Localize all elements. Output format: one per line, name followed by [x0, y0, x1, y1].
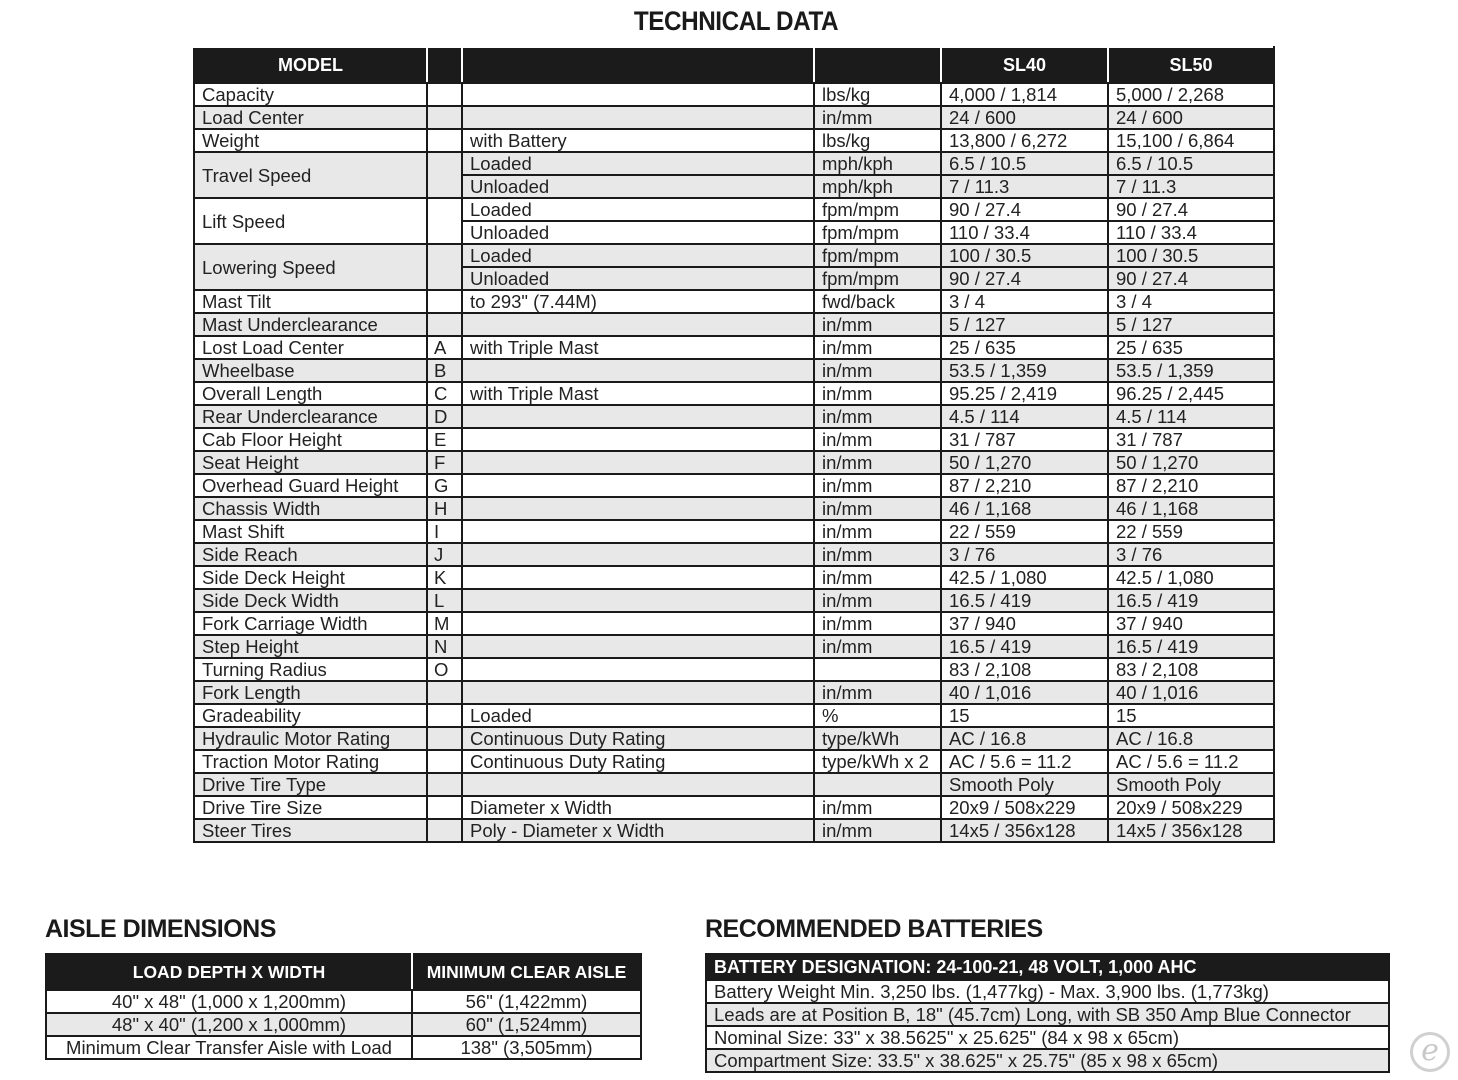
- row-sl40-value: 24 / 600: [941, 106, 1108, 129]
- header-letter: [427, 47, 462, 83]
- battery-row: [706, 980, 1389, 1003]
- row-letter: E: [427, 428, 462, 451]
- header-model: MODEL: [194, 47, 427, 83]
- row-sl50-value: 96.25 / 2,445: [1108, 382, 1274, 405]
- recommended-batteries-table: [705, 953, 1390, 1073]
- row-sl50-value: 16.5 / 419: [1108, 635, 1274, 658]
- row-sl50-value: 110 / 33.4: [1108, 221, 1274, 244]
- table-row: [194, 428, 1274, 451]
- row-label: Drive Tire Type: [194, 773, 427, 796]
- row-sl50-value: 42.5 / 1,080: [1108, 566, 1274, 589]
- row-unit: type/kWh x 2: [814, 750, 941, 773]
- row-sl40-value: 100 / 30.5: [941, 244, 1108, 267]
- row-condition: Diameter x Width: [462, 796, 814, 819]
- row-label: Chassis Width: [194, 497, 427, 520]
- row-condition: Continuous Duty Rating: [462, 727, 814, 750]
- row-sl40-value: Smooth Poly: [941, 773, 1108, 796]
- row-letter: I: [427, 520, 462, 543]
- row-sl40-value: 50 / 1,270: [941, 451, 1108, 474]
- row-sl40-value: 37 / 940: [941, 612, 1108, 635]
- row-letter: [427, 727, 462, 750]
- row-sl50-value: AC / 16.8: [1108, 727, 1274, 750]
- row-sl50-value: 5,000 / 2,268: [1108, 83, 1274, 106]
- aisle-dimensions-table: [45, 953, 642, 1060]
- aisle-row: [46, 990, 641, 1013]
- page-title: TECHNICAL DATA: [633, 6, 839, 36]
- table-row: [194, 612, 1274, 635]
- table-row: [194, 129, 1274, 152]
- row-sl50-value: 37 / 940: [1108, 612, 1274, 635]
- table-row: [194, 382, 1274, 405]
- row-unit: in/mm: [814, 313, 941, 336]
- row-sl50-value: 3 / 4: [1108, 290, 1274, 313]
- row-sl40-value: 83 / 2,108: [941, 658, 1108, 681]
- row-label: Overall Length: [194, 382, 427, 405]
- row-condition: [462, 589, 814, 612]
- row-letter: [427, 750, 462, 773]
- row-label: Overhead Guard Height: [194, 474, 427, 497]
- row-unit: in/mm: [814, 382, 941, 405]
- row-sl50-value: 25 / 635: [1108, 336, 1274, 359]
- row-condition: [462, 83, 814, 106]
- row-sl40-value: 31 / 787: [941, 428, 1108, 451]
- row-sl40-value: 5 / 127: [941, 313, 1108, 336]
- row-unit: in/mm: [814, 405, 941, 428]
- row-unit: type/kWh: [814, 727, 941, 750]
- row-sl50-value: 31 / 787: [1108, 428, 1274, 451]
- table-row: [194, 474, 1274, 497]
- row-sl40-value: 3 / 4: [941, 290, 1108, 313]
- row-sl50-value: 20x9 / 508x229: [1108, 796, 1274, 819]
- row-unit: fwd/back: [814, 290, 941, 313]
- battery-header-row: [706, 954, 1389, 980]
- row-label: Lift Speed: [194, 198, 427, 244]
- table-row: [194, 727, 1274, 750]
- row-letter: G: [427, 474, 462, 497]
- row-unit: in/mm: [814, 612, 941, 635]
- table-row: [194, 819, 1274, 842]
- row-unit: [814, 773, 941, 796]
- header-unit: [814, 47, 941, 83]
- row-sl40-value: 46 / 1,168: [941, 497, 1108, 520]
- row-condition: Loaded: [462, 152, 814, 175]
- row-letter: [427, 129, 462, 152]
- row-condition: with Battery: [462, 129, 814, 152]
- row-sl50-value: 7 / 11.3: [1108, 175, 1274, 198]
- row-sl50-value: 90 / 27.4: [1108, 267, 1274, 290]
- row-label: Load Center: [194, 106, 427, 129]
- table-row: [194, 359, 1274, 382]
- row-sl40-value: 22 / 559: [941, 520, 1108, 543]
- row-sl50-value: 100 / 30.5: [1108, 244, 1274, 267]
- row-sl40-value: 53.5 / 1,359: [941, 359, 1108, 382]
- row-sl50-value: 15,100 / 6,864: [1108, 129, 1274, 152]
- table-row: [194, 543, 1274, 566]
- aisle-load-size: 48" x 40" (1,200 x 1,000mm): [46, 1013, 412, 1036]
- row-sl40-value: 87 / 2,210: [941, 474, 1108, 497]
- row-unit: fpm/mpm: [814, 244, 941, 267]
- row-unit: mph/kph: [814, 175, 941, 198]
- row-sl40-value: 4,000 / 1,814: [941, 83, 1108, 106]
- row-letter: [427, 244, 462, 290]
- cut-off-heading-fragment: [878, 0, 892, 4]
- row-condition: [462, 313, 814, 336]
- row-label: Side Reach: [194, 543, 427, 566]
- row-unit: in/mm: [814, 589, 941, 612]
- row-label: Drive Tire Size: [194, 796, 427, 819]
- row-sl50-value: 14x5 / 356x128: [1108, 819, 1274, 842]
- row-condition: [462, 405, 814, 428]
- row-unit: lbs/kg: [814, 83, 941, 106]
- row-unit: in/mm: [814, 428, 941, 451]
- row-letter: D: [427, 405, 462, 428]
- row-unit: in/mm: [814, 543, 941, 566]
- row-sl50-value: AC / 5.6 = 11.2: [1108, 750, 1274, 773]
- row-label: Seat Height: [194, 451, 427, 474]
- row-letter: N: [427, 635, 462, 658]
- row-condition: Continuous Duty Rating: [462, 750, 814, 773]
- row-sl50-value: 3 / 76: [1108, 543, 1274, 566]
- row-letter: [427, 681, 462, 704]
- table-row: [194, 290, 1274, 313]
- row-letter: [427, 106, 462, 129]
- row-label: Mast Shift: [194, 520, 427, 543]
- row-sl50-value: Smooth Poly: [1108, 773, 1274, 796]
- table-row: [194, 313, 1274, 336]
- row-condition: Poly - Diameter x Width: [462, 819, 814, 842]
- row-unit: in/mm: [814, 635, 941, 658]
- row-label: Steer Tires: [194, 819, 427, 842]
- row-unit: fpm/mpm: [814, 198, 941, 221]
- row-sl40-value: 4.5 / 114: [941, 405, 1108, 428]
- row-condition: Loaded: [462, 244, 814, 267]
- e-logo-icon: e: [1410, 1032, 1450, 1072]
- row-unit: lbs/kg: [814, 129, 941, 152]
- aisle-load-size: Minimum Clear Transfer Aisle with Load: [46, 1036, 412, 1059]
- row-unit: in/mm: [814, 474, 941, 497]
- row-condition: [462, 520, 814, 543]
- row-unit: fpm/mpm: [814, 221, 941, 244]
- battery-spec: Nominal Size: 33" x 38.5625" x 25.625" (84 x 98 x 65cm): [706, 1026, 1389, 1049]
- row-sl40-value: 15: [941, 704, 1108, 727]
- row-condition: Unloaded: [462, 267, 814, 290]
- row-unit: in/mm: [814, 520, 941, 543]
- row-letter: F: [427, 451, 462, 474]
- aisle-row: [46, 1036, 641, 1059]
- table-row: [194, 336, 1274, 359]
- row-condition: [462, 658, 814, 681]
- row-sl40-value: 110 / 33.4: [941, 221, 1108, 244]
- row-condition: Loaded: [462, 704, 814, 727]
- row-sl40-value: 6.5 / 10.5: [941, 152, 1108, 175]
- row-sl50-value: 15: [1108, 704, 1274, 727]
- row-unit: in/mm: [814, 796, 941, 819]
- row-letter: J: [427, 543, 462, 566]
- row-label: Fork Carriage Width: [194, 612, 427, 635]
- row-condition: [462, 497, 814, 520]
- header-sl40: SL40: [941, 47, 1108, 83]
- row-letter: [427, 819, 462, 842]
- row-label: Side Deck Width: [194, 589, 427, 612]
- row-unit: mph/kph: [814, 152, 941, 175]
- row-condition: with Triple Mast: [462, 382, 814, 405]
- row-condition: with Triple Mast: [462, 336, 814, 359]
- row-letter: A: [427, 336, 462, 359]
- row-sl40-value: 3 / 76: [941, 543, 1108, 566]
- row-sl40-value: 90 / 27.4: [941, 198, 1108, 221]
- row-letter: M: [427, 612, 462, 635]
- row-sl40-value: 7 / 11.3: [941, 175, 1108, 198]
- row-sl40-value: AC / 5.6 = 11.2: [941, 750, 1108, 773]
- row-condition: [462, 566, 814, 589]
- row-unit: [814, 658, 941, 681]
- row-label: Gradeability: [194, 704, 427, 727]
- row-unit: %: [814, 704, 941, 727]
- header-load-depth: LOAD DEPTH X WIDTH: [46, 954, 412, 990]
- row-sl40-value: 95.25 / 2,419: [941, 382, 1108, 405]
- row-unit: in/mm: [814, 819, 941, 842]
- row-sl50-value: 90 / 27.4: [1108, 198, 1274, 221]
- row-condition: [462, 106, 814, 129]
- row-letter: [427, 313, 462, 336]
- row-label: Hydraulic Motor Rating: [194, 727, 427, 750]
- row-unit: fpm/mpm: [814, 267, 941, 290]
- aisle-row: [46, 1013, 641, 1036]
- row-condition: to 293" (7.44M): [462, 290, 814, 313]
- row-unit: in/mm: [814, 566, 941, 589]
- table-row: [194, 451, 1274, 474]
- row-condition: [462, 543, 814, 566]
- table-row: [194, 796, 1274, 819]
- row-label: Step Height: [194, 635, 427, 658]
- row-sl40-value: AC / 16.8: [941, 727, 1108, 750]
- row-label: Cab Floor Height: [194, 428, 427, 451]
- row-sl50-value: 5 / 127: [1108, 313, 1274, 336]
- row-label: Fork Length: [194, 681, 427, 704]
- table-row: [194, 566, 1274, 589]
- technical-data-table: [193, 46, 1275, 843]
- table-row: [194, 681, 1274, 704]
- row-condition: Unloaded: [462, 175, 814, 198]
- row-condition: [462, 681, 814, 704]
- row-sl40-value: 13,800 / 6,272: [941, 129, 1108, 152]
- row-sl40-value: 40 / 1,016: [941, 681, 1108, 704]
- row-sl50-value: 50 / 1,270: [1108, 451, 1274, 474]
- row-unit: in/mm: [814, 106, 941, 129]
- battery-row: [706, 1049, 1389, 1072]
- table-row: [194, 83, 1274, 106]
- table-row: [194, 244, 1274, 267]
- row-sl40-value: 16.5 / 419: [941, 589, 1108, 612]
- battery-spec: Compartment Size: 33.5" x 38.625" x 25.75" (85 x 98 x 65cm): [706, 1049, 1389, 1072]
- row-letter: L: [427, 589, 462, 612]
- row-label: Lowering Speed: [194, 244, 427, 290]
- table-row: [194, 497, 1274, 520]
- row-letter: K: [427, 566, 462, 589]
- row-label: Lost Load Center: [194, 336, 427, 359]
- row-sl50-value: 87 / 2,210: [1108, 474, 1274, 497]
- row-sl50-value: 40 / 1,016: [1108, 681, 1274, 704]
- aisle-dimensions-title: AISLE DIMENSIONS: [45, 915, 276, 943]
- row-letter: [427, 773, 462, 796]
- row-letter: [427, 796, 462, 819]
- row-label: Side Deck Height: [194, 566, 427, 589]
- row-unit: in/mm: [814, 681, 941, 704]
- table-row: [194, 704, 1274, 727]
- table-row: [194, 589, 1274, 612]
- row-condition: [462, 612, 814, 635]
- row-sl50-value: 83 / 2,108: [1108, 658, 1274, 681]
- row-letter: [427, 290, 462, 313]
- table-row: [194, 106, 1274, 129]
- row-unit: in/mm: [814, 359, 941, 382]
- table-row: [194, 198, 1274, 221]
- table-row: [194, 152, 1274, 175]
- row-label: Turning Radius: [194, 658, 427, 681]
- row-condition: [462, 635, 814, 658]
- row-letter: B: [427, 359, 462, 382]
- row-sl40-value: 25 / 635: [941, 336, 1108, 359]
- row-label: Capacity: [194, 83, 427, 106]
- row-unit: in/mm: [814, 336, 941, 359]
- row-label: Travel Speed: [194, 152, 427, 198]
- aisle-min-clear: 138" (3,505mm): [412, 1036, 641, 1059]
- row-label: Traction Motor Rating: [194, 750, 427, 773]
- table-row: [194, 520, 1274, 543]
- row-condition: [462, 359, 814, 382]
- aisle-header-row: [46, 954, 641, 990]
- row-letter: [427, 704, 462, 727]
- row-sl50-value: 16.5 / 419: [1108, 589, 1274, 612]
- header-condition: [462, 47, 814, 83]
- row-letter: H: [427, 497, 462, 520]
- row-label: Rear Underclearance: [194, 405, 427, 428]
- row-letter: [427, 198, 462, 244]
- row-sl50-value: 22 / 559: [1108, 520, 1274, 543]
- row-condition: [462, 428, 814, 451]
- table-row: [194, 750, 1274, 773]
- row-label: Weight: [194, 129, 427, 152]
- row-sl40-value: 14x5 / 356x128: [941, 819, 1108, 842]
- battery-spec: Battery Weight Min. 3,250 lbs. (1,477kg) - Max. 3,900 lbs. (1,773kg): [706, 980, 1389, 1003]
- row-sl40-value: 90 / 27.4: [941, 267, 1108, 290]
- row-letter: O: [427, 658, 462, 681]
- aisle-min-clear: 60" (1,524mm): [412, 1013, 641, 1036]
- row-condition: [462, 474, 814, 497]
- row-unit: in/mm: [814, 497, 941, 520]
- table-row: [194, 773, 1274, 796]
- row-letter: [427, 152, 462, 198]
- row-condition: [462, 773, 814, 796]
- battery-row: [706, 1003, 1389, 1026]
- aisle-min-clear: 56" (1,422mm): [412, 990, 641, 1013]
- recommended-batteries-title: RECOMMENDED BATTERIES: [705, 915, 1043, 943]
- row-sl50-value: 6.5 / 10.5: [1108, 152, 1274, 175]
- row-label: Mast Underclearance: [194, 313, 427, 336]
- row-letter: C: [427, 382, 462, 405]
- header-sl50: SL50: [1108, 47, 1274, 83]
- row-sl40-value: 16.5 / 419: [941, 635, 1108, 658]
- row-sl50-value: 4.5 / 114: [1108, 405, 1274, 428]
- table-row: [194, 635, 1274, 658]
- row-condition: Unloaded: [462, 221, 814, 244]
- row-label: Mast Tilt: [194, 290, 427, 313]
- row-sl50-value: 53.5 / 1,359: [1108, 359, 1274, 382]
- table-row: [194, 658, 1274, 681]
- row-sl40-value: 20x9 / 508x229: [941, 796, 1108, 819]
- row-label: Wheelbase: [194, 359, 427, 382]
- row-sl50-value: 46 / 1,168: [1108, 497, 1274, 520]
- row-condition: Loaded: [462, 198, 814, 221]
- battery-designation: BATTERY DESIGNATION: 24-100-21, 48 VOLT, 1,000 AHC: [706, 954, 1389, 980]
- battery-spec: Leads are at Position B, 18" (45.7cm) Long, with SB 350 Amp Blue Connector: [706, 1003, 1389, 1026]
- row-sl50-value: 24 / 600: [1108, 106, 1274, 129]
- row-sl40-value: 42.5 / 1,080: [941, 566, 1108, 589]
- aisle-load-size: 40" x 48" (1,000 x 1,200mm): [46, 990, 412, 1013]
- table-row: [194, 405, 1274, 428]
- battery-row: [706, 1026, 1389, 1049]
- row-unit: in/mm: [814, 451, 941, 474]
- row-condition: [462, 451, 814, 474]
- header-min-aisle: MINIMUM CLEAR AISLE: [412, 954, 641, 990]
- row-letter: [427, 83, 462, 106]
- table-header-row: [194, 47, 1274, 83]
